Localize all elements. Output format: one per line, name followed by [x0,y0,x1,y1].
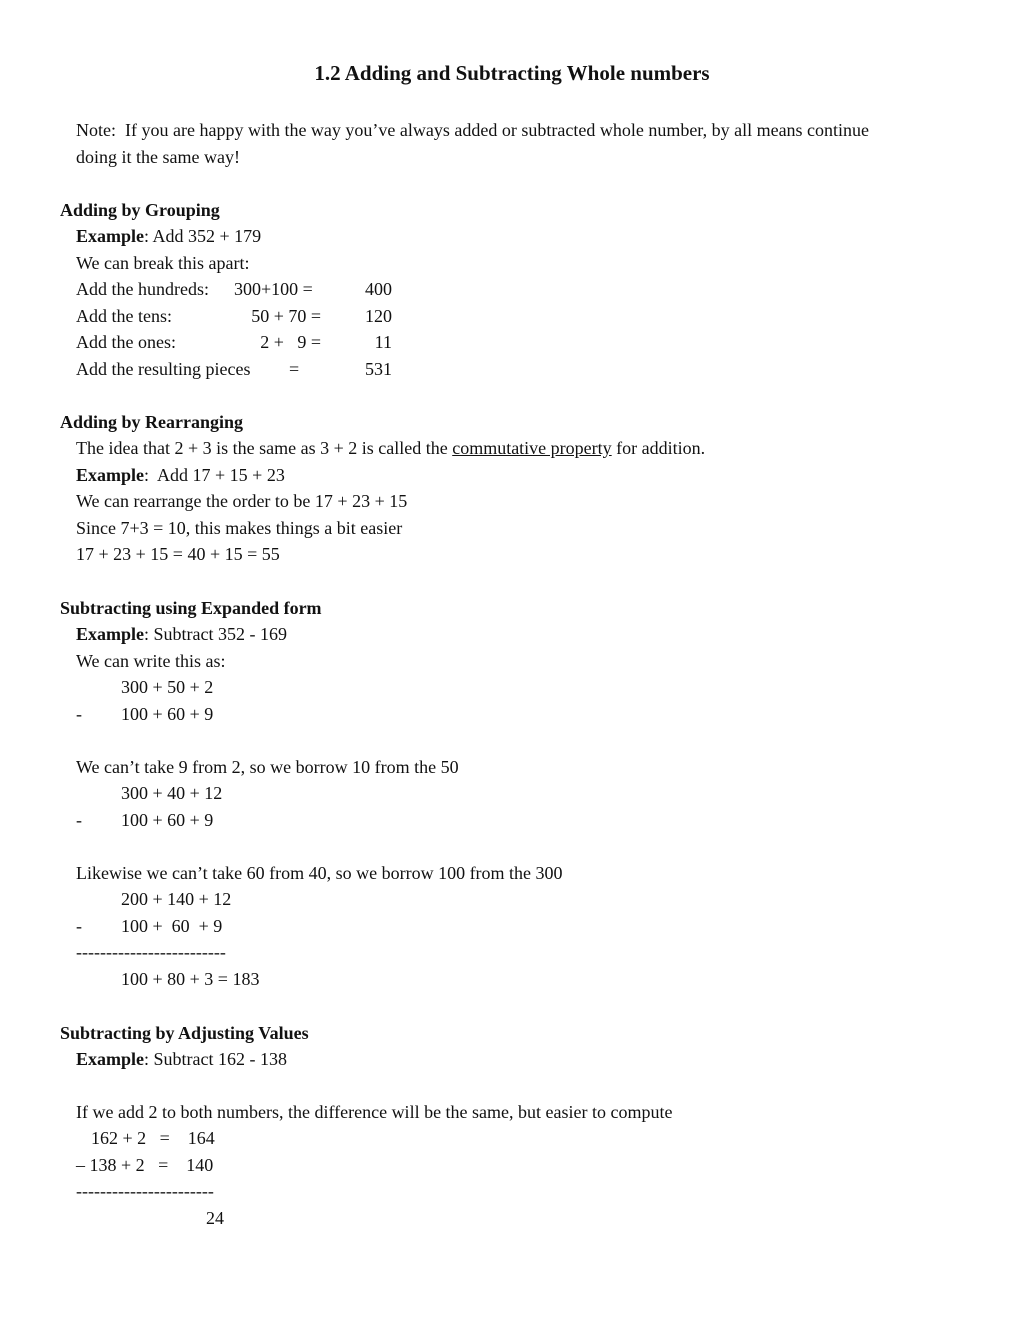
step2-top: 300 + 40 + 12 [121,783,223,803]
section-heading-grouping: Adding by Grouping [60,200,220,220]
minus-sign: - [76,916,82,936]
example-label: Example [76,226,145,246]
grouping-intro: We can break this apart: [76,253,250,273]
page-title: 1.2 Adding and Subtracting Whole numbers [314,61,710,85]
expanded-explain-3: Likewise we can’t take 60 from 40, so we borrow 100 from the 300 [76,863,563,883]
grouping-row-expr: 50 + 70 = [251,306,321,326]
grouping-row-result: 531 [365,359,392,379]
rearranging-line: We can rearrange the order to be 17 + 23 + 15 [76,491,408,511]
expanded-explain-2: We can’t take 9 from 2, so we borrow 10 from the 50 [76,757,459,777]
text-fragment: for addition. [611,438,706,458]
grouping-row-result: 11 [374,332,392,352]
example-label: Example [76,624,145,644]
commutative-line [76,437,705,459]
grouping-row-label: Add the tens: [76,306,172,326]
rearranging-line: 17 + 23 + 15 = 40 + 15 = 55 [76,544,280,564]
grouping-row-expr: 2 + 9 = [260,332,321,352]
minus-sign: - [76,704,82,724]
adjusting-result: 24 [206,1208,224,1228]
grouping-row-result: 120 [365,306,392,326]
rearranging-example [76,464,285,486]
expanded-example [76,623,287,645]
expanded-intro: We can write this as: [76,651,226,671]
adjusting-row-2: – 138 + 2 = 140 [76,1155,214,1175]
grouping-row-expr: = [289,359,300,379]
step2-bottom: 100 + 60 + 9 [121,810,214,830]
grouping-row-label: Add the ones: [76,332,176,352]
commutative-property-term: commutative property [452,438,612,458]
minus-sign: - [76,810,82,830]
step1-bottom: 100 + 60 + 9 [121,704,214,724]
example-text: : Add 17 + 15 + 23 [144,465,285,485]
grouping-row-expr: 300+100 = [234,279,313,299]
dashed-rule: ----------------------- [76,1181,214,1201]
expanded-result: 100 + 80 + 3 = 183 [121,969,260,989]
note-line-2: doing it the same way! [76,147,240,167]
grouping-row-result: 400 [365,279,392,299]
grouping-example [76,225,261,247]
section-heading-expanded: Subtracting using Expanded form [60,598,322,618]
example-label: Example [76,1049,145,1069]
note-line-1: Note: If you are happy with the way you’ve always added or subtracted whole number, by all means continue [76,120,870,140]
example-text: : Subtract 352 - 169 [144,624,287,644]
dashed-rule: ------------------------- [76,942,226,962]
rearranging-line: Since 7+3 = 10, this makes things a bit easier [76,518,403,538]
adjusting-explain: If we add 2 to both numbers, the difference will be the same, but easier to compute [76,1102,673,1122]
example-text: : Add 352 + 179 [144,226,262,246]
section-heading-rearranging: Adding by Rearranging [60,412,244,432]
adjusting-row-1: 162 + 2 = 164 [91,1128,215,1148]
step3-bottom: 100 + 60 + 9 [121,916,223,936]
grouping-row-label: Add the resulting pieces [76,359,251,379]
adjusting-example [76,1048,287,1070]
example-label: Example [76,465,145,485]
example-text: : Subtract 162 - 138 [144,1049,287,1069]
section-heading-adjusting: Subtracting by Adjusting Values [60,1023,309,1043]
text-fragment: The idea that 2 + 3 is the same as 3 + 2 is called the [76,438,453,458]
step1-top: 300 + 50 + 2 [121,677,214,697]
step3-top: 200 + 140 + 12 [121,889,232,909]
grouping-row-label: Add the hundreds: [76,279,209,299]
